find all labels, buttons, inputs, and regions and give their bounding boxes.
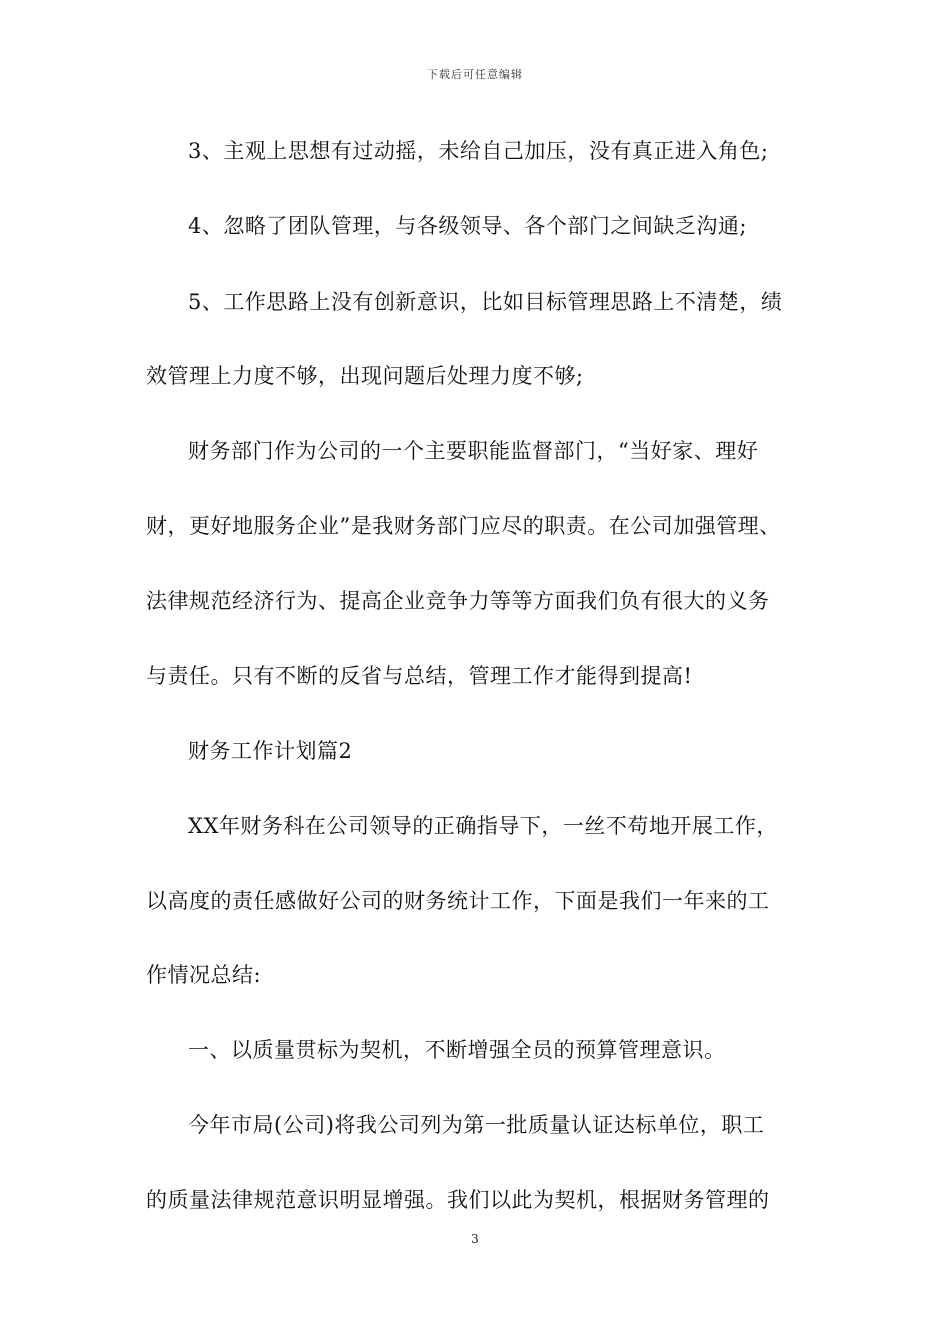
text-line: 财务部门作为公司的一个主要职能监督部门，“当好家、理好 (188, 439, 759, 463)
page-number: 3 (471, 1232, 479, 1246)
text-line: 今年市局(公司)将我公司列为第一批质量认证达标单位，职工 (188, 1113, 765, 1137)
text-line: 3、主观上思想有过动摇，未给自己加压，没有真正进入角色; (188, 139, 769, 163)
text-line: 4、忽略了团队管理，与各级领导、各个部门之间缺乏沟通; (188, 214, 747, 238)
text-line: 作情况总结: (146, 963, 262, 987)
text-line: 一、以质量贯标为契机，不断增强全员的预算管理意识。 (188, 1038, 726, 1062)
text-line: 与责任。只有不断的反省与总结，管理工作才能得到提高! (146, 664, 693, 688)
text-line: 以高度的责任感做好公司的财务统计工作，下面是我们一年来的工 (146, 889, 770, 913)
page-header: 下载后可任意编辑 (427, 68, 523, 81)
text-line: XX年财务科在公司领导的正确指导下，一丝不苟地开展工作， (188, 814, 778, 838)
text-line: 5、工作思路上没有创新意识，比如目标管理思路上不清楚，绩 (188, 290, 783, 314)
section-heading: 财务工作计划篇2 (188, 739, 353, 763)
text-line: 的质量法律规范意识明显增强。我们以此为契机，根据财务管理的 (146, 1188, 770, 1212)
text-line: 财，更好地服务企业”是我财务部门应尽的职责。在公司加强管理、 (146, 514, 781, 538)
text-line: 法律规范经济行为、提高企业竞争力等等方面我们负有很大的义务 (146, 589, 770, 613)
text-line: 效管理上力度不够，出现问题后处理力度不够; (146, 364, 584, 388)
